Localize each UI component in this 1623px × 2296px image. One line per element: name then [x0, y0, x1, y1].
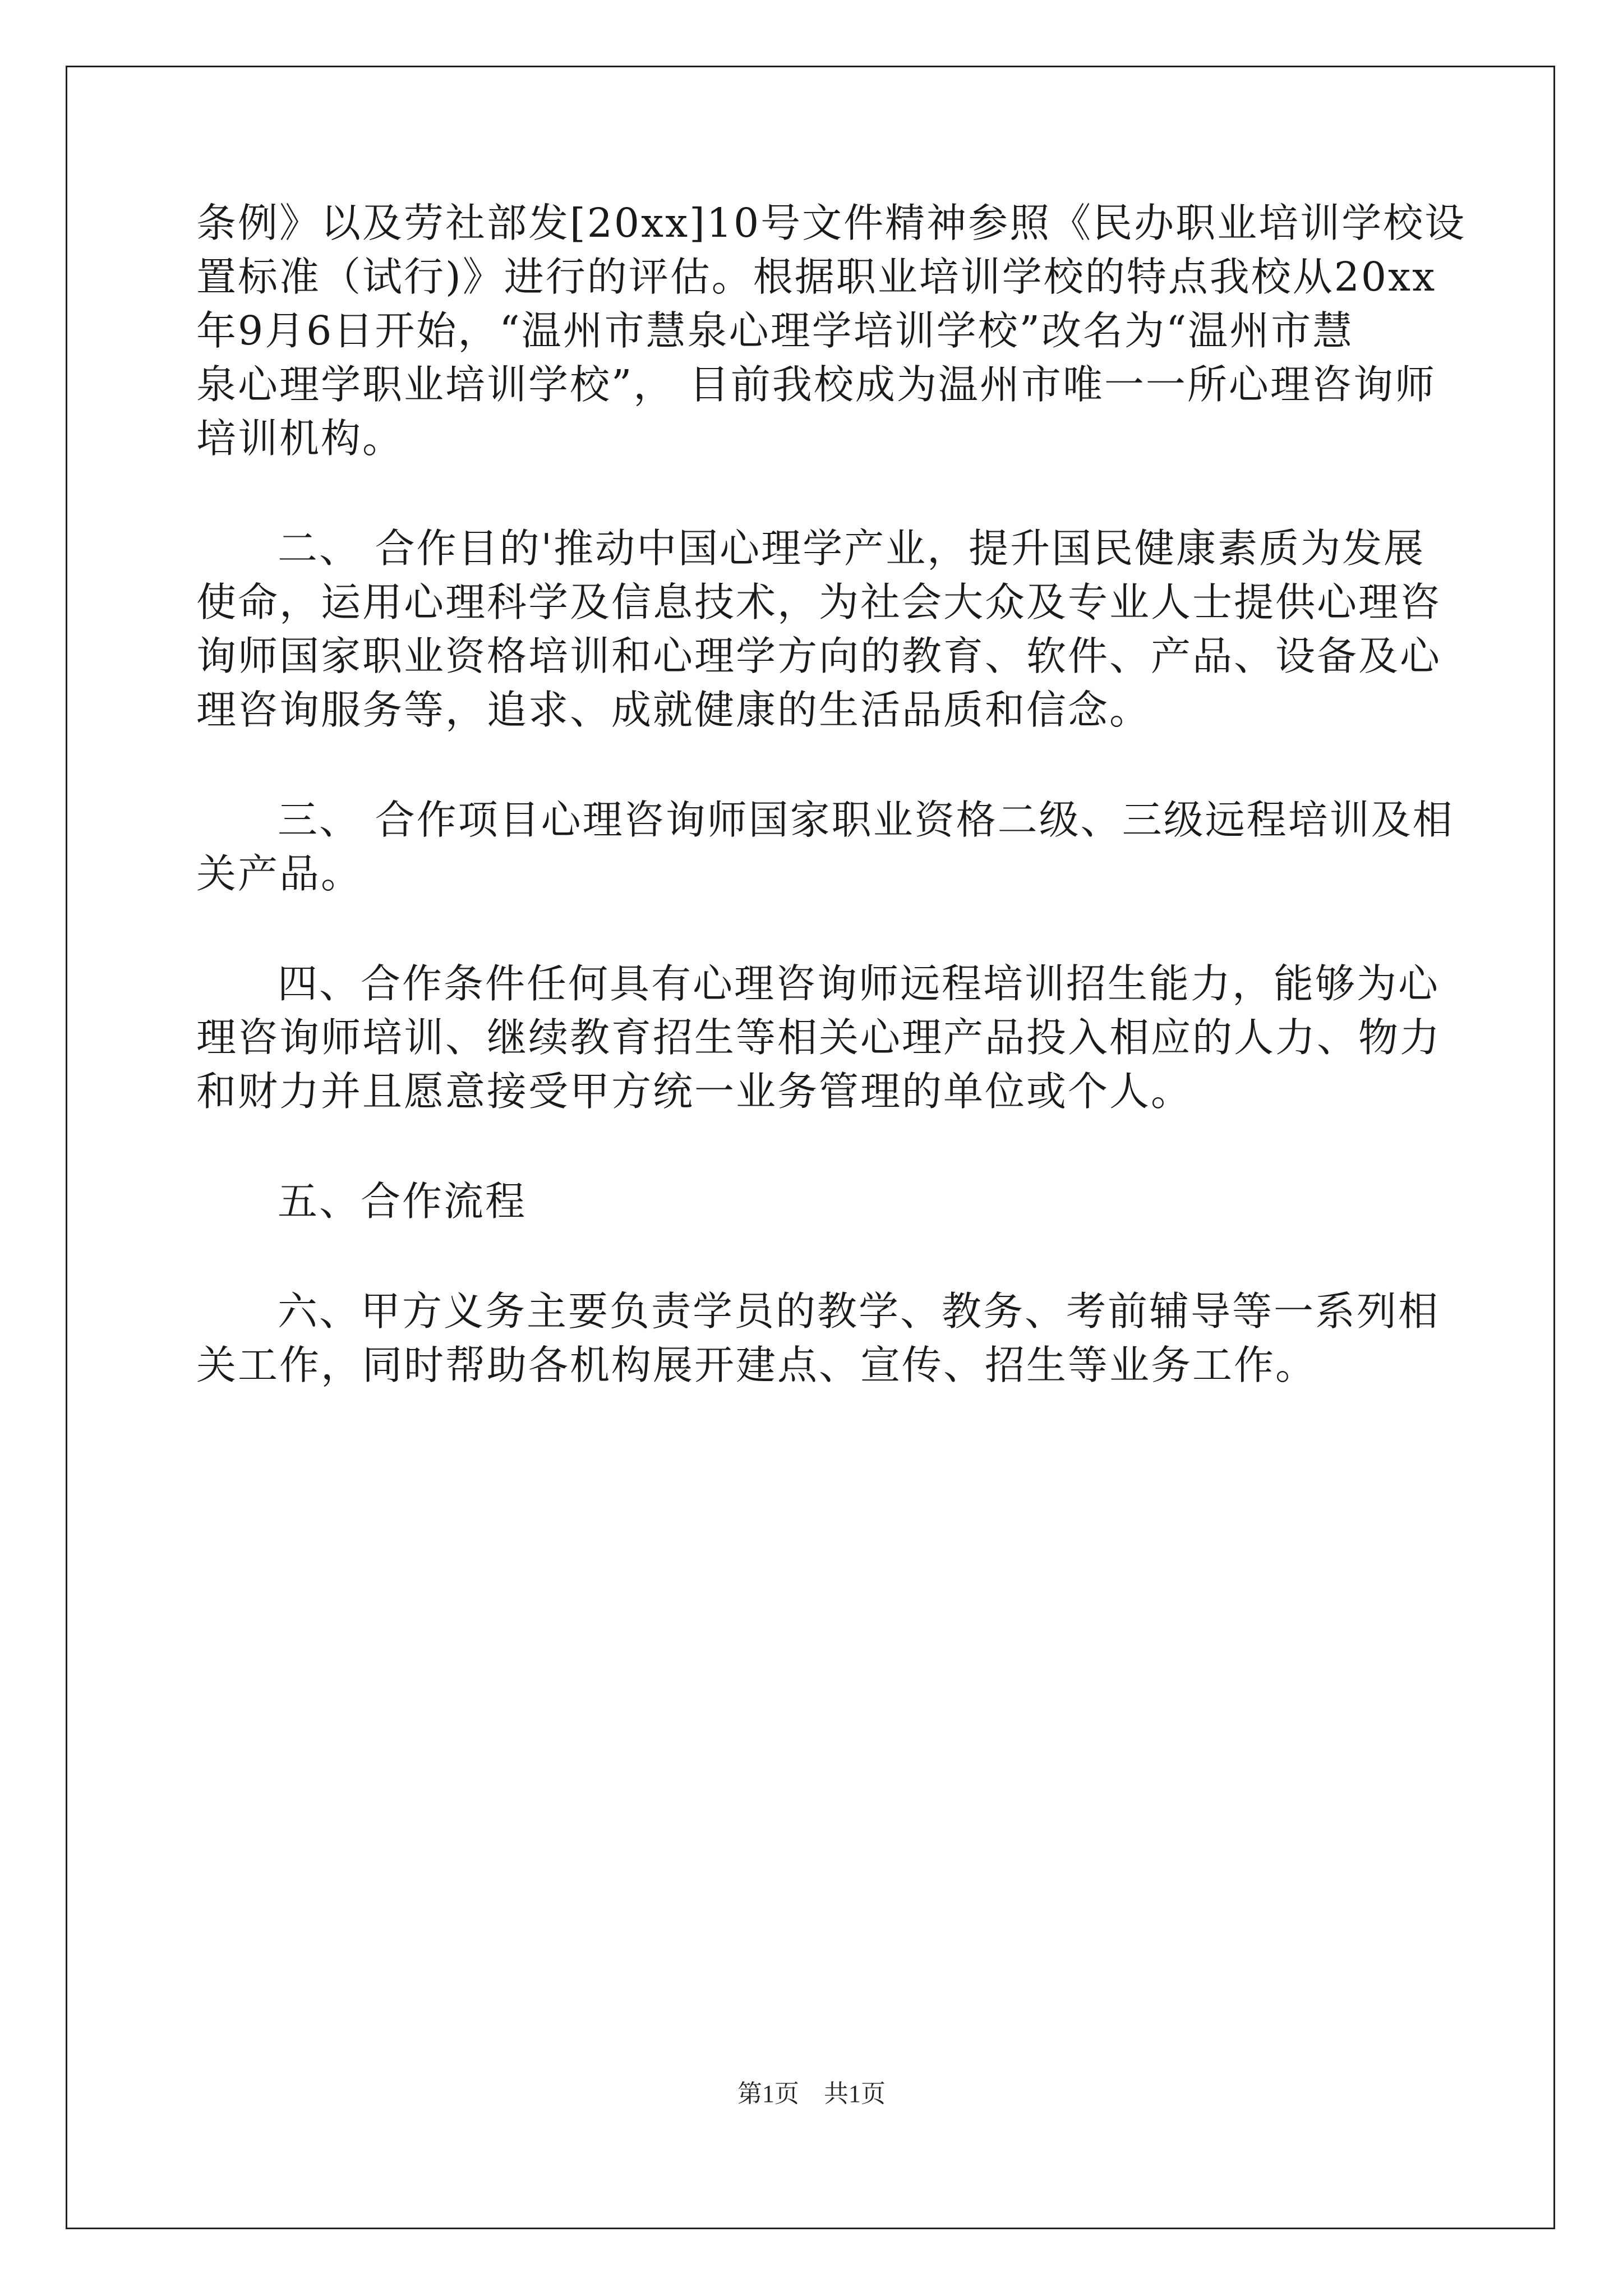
paragraph-cooperation-conditions: [196, 957, 1442, 1119]
text-line: 理咨询师培训、继续教育招生等相关心理产品投入相应的人力、物力: [196, 1014, 1442, 1061]
text-line: 条例》以及劳社部发[20xx]10号文件精神参照《民办职业培训学校设: [196, 200, 1467, 246]
text-line: 使命，运用心理科学及信息技术，为社会大众及专业人士提供心理咨: [196, 579, 1442, 625]
document-body: [196, 196, 1467, 1392]
text-line: 二、 合作目的'推动中国心理学产业，提升国民健康素质为发展: [278, 525, 1426, 572]
text-line: 和财力并且愿意接受甲方统一业务管理的单位或个人。: [196, 1068, 1193, 1115]
paragraph-cooperation-project: [196, 793, 1454, 901]
page-number-footer: 第1页 共1页: [737, 2080, 886, 2108]
paragraph-cooperation-purpose: [196, 522, 1442, 737]
text-line: 置标准（试行)》进行的评估。根据职业培训学校的特点我校从20xx: [196, 254, 1437, 300]
text-line: 关工作，同时帮助各机构展开建点、宣传、招生等业务工作。: [196, 1342, 1317, 1388]
text-line: 六、甲方义务主要负责学员的教学、教务、考前辅导等一系列相: [278, 1288, 1440, 1335]
paragraph-cooperation-process: [196, 1175, 1430, 1228]
text-line: 关产品。: [196, 850, 363, 897]
paragraph-regulations: [196, 196, 1467, 466]
text-line: 泉心理学职业培训学校”， 目前我校成为温州市唯一一所心理咨询师: [196, 361, 1436, 408]
text-line: 询师国家职业资格培训和心理学方向的教育、软件、产品、设备及心: [196, 633, 1442, 679]
text-line: 四、合作条件任何具有心理咨询师远程培训招生能力，能够为心: [278, 960, 1440, 1007]
text-line: 五、合作流程: [278, 1178, 527, 1225]
paragraph-party-a-obligations: [196, 1285, 1440, 1392]
text-line: 三、 合作项目心理咨询师国家职业资格二级、三级远程培训及相: [278, 797, 1454, 843]
text-line: 年9月6日开始，“温州市慧泉心理学培训学校”改名为“温州市慧: [196, 307, 1354, 354]
text-line: 理咨询服务等，追求、成就健康的生活品质和信念。: [196, 687, 1151, 733]
text-line: 培训机构。: [196, 415, 404, 462]
